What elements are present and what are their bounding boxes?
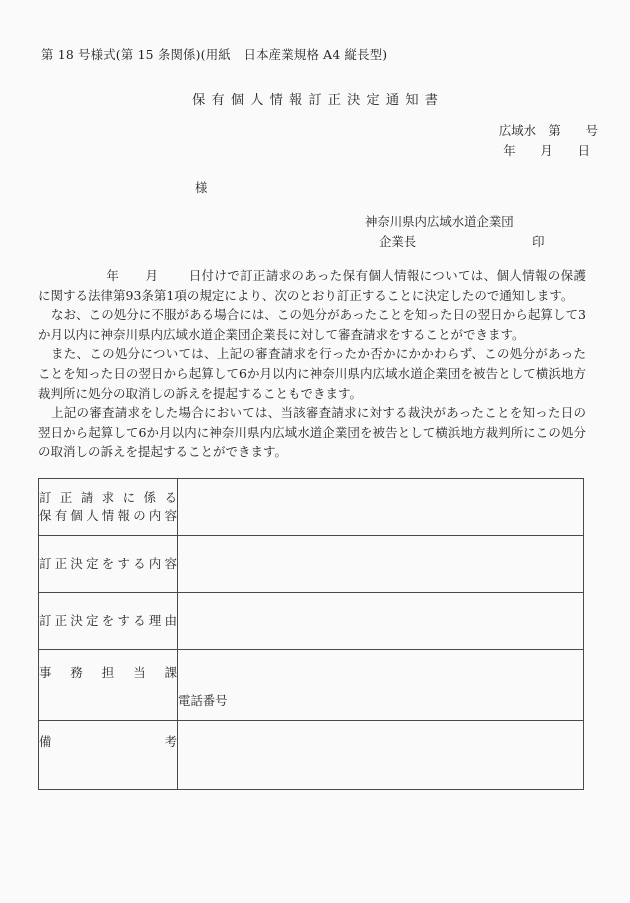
paragraph-lawsuit: また、この処分については、上記の審査請求を行ったか否かにかかわらず、この処分があったことを知った日の翌日から起算して6か月以内に神奈川県内広域水道企業団を被告として横浜地方裁判所に処分の取消しの訴えを提起することもできます。 [38, 346, 586, 401]
reference-number: 広域水 第 号 [498, 123, 598, 138]
paragraph-lawsuit-after-review: 上記の審査請求をした場合においては、当該審査請求に対する裁決があったことを知った日の翌日から起算して6か月以内に神奈川県内広域水道企業団を被告として横浜地方裁判所にこの処分の取消しの訴えを提起することができます。 [38, 405, 586, 460]
form-number-line: 第 18 号様式(第 15 条関係)(用紙 日本産業規格 A4 縦長型) [41, 47, 388, 62]
table-row [39, 479, 584, 536]
issuer-title: 企業長 [379, 234, 417, 249]
table-row-label [39, 479, 178, 536]
body-text [38, 266, 586, 462]
seal-mark-icon: 印 [532, 234, 545, 249]
table-row-label [39, 536, 178, 593]
paragraph-notice [38, 266, 586, 305]
blank-year-label: 年 [106, 268, 120, 283]
addressee-honorific: 様 [195, 180, 208, 195]
issue-date: 年 月 日 [503, 143, 590, 158]
reference-block [0, 121, 630, 161]
table-row-label [39, 650, 178, 721]
issuer-organization: 神奈川県内広域水道企業団 [365, 214, 514, 229]
page-title: 保有個人情報訂正決定通知書 [192, 93, 445, 108]
phone-number-label: 電話番号 [178, 693, 228, 708]
table-row-value[interactable] [178, 593, 584, 650]
table-row-value[interactable] [178, 650, 584, 721]
issuer-block [365, 212, 545, 252]
table-row-label [39, 721, 178, 790]
paragraph-appeal: なお、この処分に不服がある場合には、この処分があったことを知った日の翌日から起算して3か月以内に神奈川県内広域水道企業団企業長に対して審査請求をすることができます。 [38, 307, 586, 342]
table-row-value[interactable] [178, 479, 584, 536]
table-row-value[interactable] [178, 721, 584, 790]
issuer-title-row [365, 232, 545, 252]
table-row [39, 721, 584, 790]
table-row-label-line1: 訂正請求に係る [39, 490, 177, 505]
table-row-label-line1: 事務担当課 [39, 665, 177, 680]
table-row [39, 593, 584, 650]
table-row-label [39, 593, 178, 650]
decision-detail-table [38, 478, 584, 790]
table-row-value[interactable] [178, 536, 584, 593]
table-row [39, 536, 584, 593]
table-row [39, 650, 584, 721]
table-row-label-line1: 備考 [39, 734, 177, 749]
table-row-label-line1: 訂正決定をする内容 [39, 556, 177, 571]
paragraph-notice-text: 日付けで訂正請求のあった保有個人情報については、個人情報の保護に関する法律第93条第1項の規定により、次のとおり訂正することに決定したので通知します。 [38, 268, 586, 303]
table-row-label-line2: 保有個人情報の内容 [39, 508, 177, 523]
blank-month-label: 月 [145, 268, 159, 283]
table-row-label-line1: 訂正決定をする理由 [39, 613, 177, 628]
